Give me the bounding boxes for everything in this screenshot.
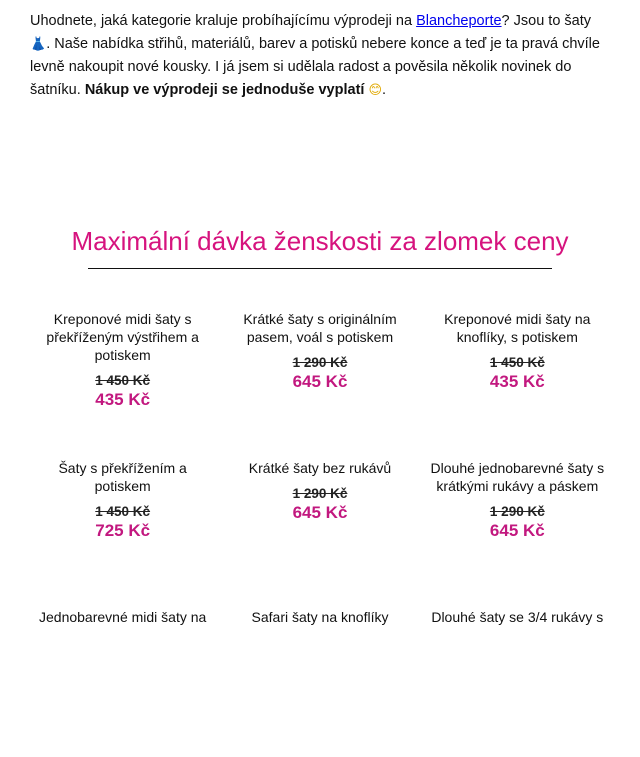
product-name[interactable]: Dlouhé jednobarevné šaty s krátkými rukávy a páskem	[430, 460, 605, 494]
product-card[interactable]	[24, 310, 221, 459]
old-price: 1 290 Kč	[489, 504, 545, 519]
old-price: 1 290 Kč	[292, 486, 348, 501]
product-card[interactable]	[221, 310, 418, 459]
product-card[interactable]	[419, 459, 616, 608]
product-card[interactable]	[419, 608, 616, 757]
intro-paragraph	[30, 10, 610, 102]
intro-text-after-link: ? Jsou to šaty	[501, 13, 592, 29]
price-block	[231, 485, 408, 523]
smile-icon: 😊	[368, 82, 383, 98]
intro-text-start: Uhodnete, jaká kategorie kraluje probíhajícímu výprodeji na	[30, 13, 417, 29]
price-block	[231, 354, 408, 392]
product-card[interactable]	[419, 310, 616, 459]
product-name[interactable]: Krátké šaty bez rukávů	[248, 460, 392, 476]
sale-price: 645 Kč	[292, 503, 348, 522]
old-price: 1 450 Kč	[95, 373, 151, 388]
product-name[interactable]: Dlouhé šaty se 3/4 rukávy s	[431, 609, 604, 625]
product-name[interactable]: Krátké šaty s originálním pasem, voál s potiskem	[243, 311, 397, 345]
intro-bold-text: Nákup ve výprodeji se jednoduše vyplatí	[84, 81, 365, 98]
product-card[interactable]	[24, 608, 221, 757]
product-name[interactable]: Kreponové midi šaty s překříženým výstřihem a potiskem	[46, 311, 199, 363]
sale-price: 435 Kč	[489, 372, 545, 391]
intro-end: .	[382, 81, 387, 98]
price-block	[34, 503, 211, 541]
price-block	[429, 354, 606, 392]
dress-icon: 👗	[30, 36, 47, 52]
old-price: 1 450 Kč	[95, 504, 151, 519]
sale-price: 645 Kč	[292, 372, 348, 391]
product-card[interactable]	[221, 608, 418, 757]
intro-text-rest: . Naše nabídka střihů, materiálů, barev a potisků nebere konce a teď je ta pravá chvíle levně nakoupit nové kousky. I já jsem si udělala radost a pověsila několik novinek do šatníku.	[30, 35, 600, 98]
blancheporte-link[interactable]: Blancheporte	[416, 13, 502, 29]
price-block	[34, 372, 211, 410]
product-name[interactable]: Safari šaty na knoflíky	[251, 609, 389, 625]
title-divider	[88, 268, 552, 269]
product-name[interactable]: Jednobarevné midi šaty na	[39, 609, 207, 625]
product-grid	[24, 310, 616, 757]
sale-price: 435 Kč	[95, 390, 151, 409]
price-block	[429, 503, 606, 541]
old-price: 1 290 Kč	[292, 355, 348, 370]
product-card[interactable]	[221, 459, 418, 608]
product-name[interactable]: Šaty s překřížením a potiskem	[58, 460, 187, 494]
sale-price: 725 Kč	[95, 521, 151, 540]
product-card[interactable]	[24, 459, 221, 608]
old-price: 1 450 Kč	[489, 355, 545, 370]
product-name[interactable]: Kreponové midi šaty na knoflíky, s potiskem	[444, 311, 591, 345]
sale-price: 645 Kč	[489, 521, 545, 540]
section-title: Maximální dávka ženskosti za zlomek ceny	[71, 226, 569, 256]
